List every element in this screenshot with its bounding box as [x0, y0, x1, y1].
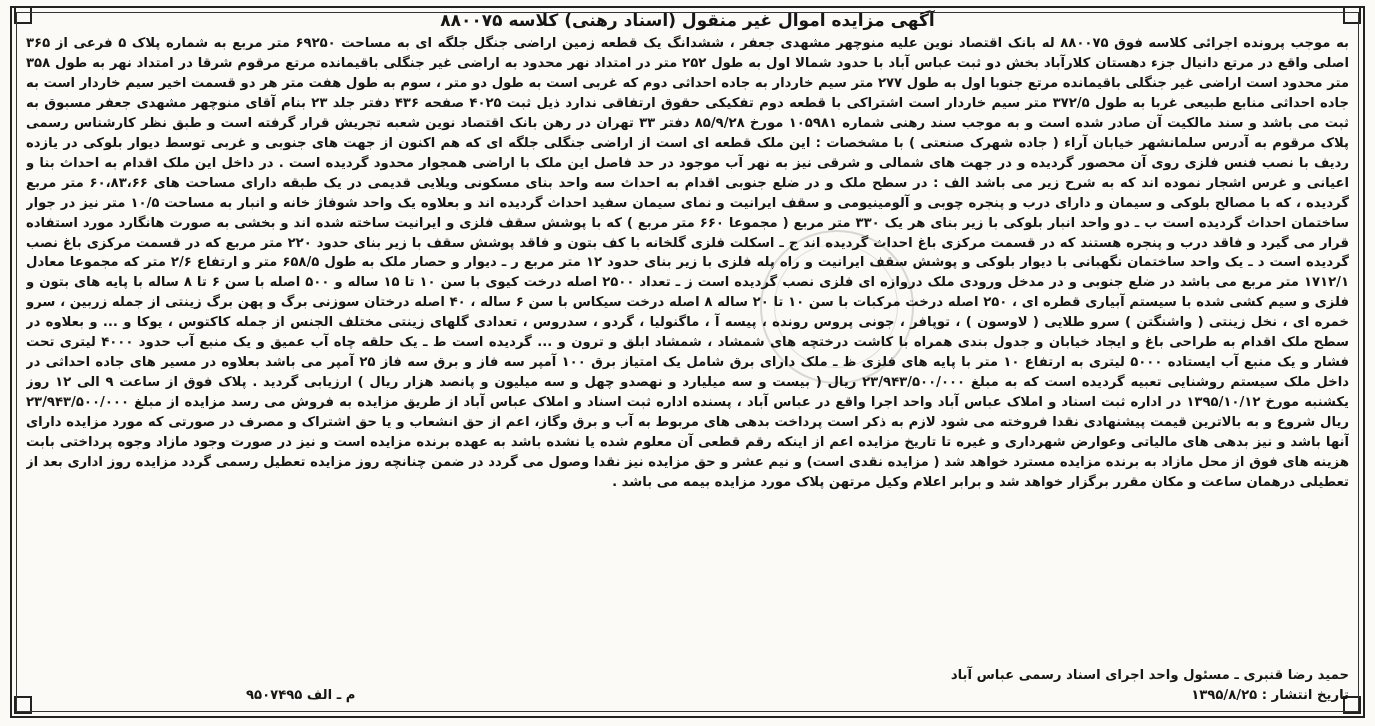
- reference-code: م ـ الف ۹۵۰۷۴۹۵: [246, 688, 356, 703]
- signature-line: [26, 666, 1349, 686]
- publish-date: تاریخ انتشار : ۱۳۹۵/۸/۲۵: [1191, 688, 1349, 703]
- notice-title: آگهی مزایده اموال غیر منقول (اسناد رهنی) کلاسه ۸۸۰۰۷۵: [440, 11, 935, 31]
- publication-line: [26, 686, 1349, 706]
- notice-body: [26, 34, 1349, 674]
- notice-body-text: به موجب پرونده اجرائی کلاسه فوق ۸۸۰۰۷۵ له بانک اقتصاد نوین علیه منوچهر مشهدی جعفر ، ششدانگ یک قطعه زمین اراضی جنگل جلگه ای به مساحت ۶۹۲۵۰ متر مربع به شماره پلاک ۵ فرعی از ۳۶۵ اصلی واقع در مرتع دانیال جزء دهستان کلارآباد بخش دو ثبت عباس آباد با حدود شمالا اول به طول ۲۵۲ متر در امتداد نهر محدود به اراضی غیر جنگلی باقیمانده مرتع مرقوم شرقا در امتداد نهر به طول ۳۵۸ متر محدود است اراضی غیر جنگلی باقیمانده مرتع جنوبا اول به طول ۲۷۷ متر سیم خاردار به جاده احداثی دوم که غربی است به طول دو متر ، سوم به طول هفت متر هر دو قسمت اخیر سیم خاردار است به جاده احداثی منابع طبیعی غربا به طول ۳۷۲/۵ متر سیم خاردار است اشتراکی با قطعه دوم تفکیکی حقوق ارتفاقی ندارد ذیل ثبت ۴۰۲۵ صفحه ۴۳۶ دفتر جلد ۲۳ بنام آقای منوچهر مشهدی جعفر مسبوق به ثبت می باشد و سند مالکیت آن صادر شده است و به موجب سند رهنی شماره ۱۰۵۹۸۱ مورخ ۸۵/۹/۲۸ دفتر ۳۳ تهران در رهن بانک اقتصاد نوین شعبه تجریش قرار گرفته است و طبق نظر کارشناس رسمی پلاک مرقوم به آدرس سلمانشهر خیابان آراء ( جاده شهرک صنعتی ) با مشخصات : این ملک قطعه ای است از اراضی جنگلی جلگه ای که هم اکنون از جهت های جنوبی و غربی توسط دیوار بلوکی در یازده ردیف با نصب فنس فلزی روی آن محصور گردیده و در جهت های شمالی و شرقی نیز به نهر آب موجود در حد فاصل این ملک با اراضی همجوار محدود گردیده است . در داخل این ملک اقدام به احداث بنا و اعیانی و غرس اشجار نموده اند که به شرح زیر می باشد الف : در سطح ملک و در ضلع جنوبی اقدام به احداث سه واحد بنای مسکونی ویلایی قدیمی در یک طبقه دارای مساحت های ۶۰،۸۳،۶۶ متر مربع گردیده ، که با مصالح بلوکی و سیمان و دارای درب و پنجره چوبی و آلومینیومی و سقف ایرانیت و نمای سیمان سفید احداث گردیده اند و بعلاوه یک واحد شوفاژ خانه و انبار به مساحت ۱۰/۵ متر نیز در جوار ساختمان احداث گردیده است ب ـ دو واحد انبار بلوکی با زیر بنای هر یک ۳۳۰ متر مربع ( مجموعا ۶۶۰ متر مربع ) که با پوشش سقف فلزی و ایرانیت ساخته شده اند و بخشی به صورت هانگارد مورد استفاده قرار می گیرد و فاقد درب و پنجره هستند که در قسمت مرکزی باغ احداث گردیده اند ج ـ اسکلت فلزی گلخانه با کف بتون و فاقد پوشش سقف با زیر بنای حدود ۲۲۰ متر مربع که در قسمت مرکزی باغ نصب گردیده است د ـ یک واحد ساختمان نگهبانی با دیوار بلوکی و پوشش سقف ایرانیت و راه پله فلزی با زیر بنای حدود ۱۲ متر مربع ر ـ دیوار و حصار ملک به طول ۶۵۸/۵ متر و ارتفاع ۲/۶ متر که مجموعا معادل ۱۷۱۲/۱ متر مربع می باشد در ضلع جنوبی و در مدخل ورودی ملک دروازه ای فلزی نصب گردیده است ز ـ تعداد ۲۵۰۰ اصله درخت کیوی با سن ۱۰ تا ۱۵ ساله و ۵۰۰ اصله با سن ۶ تا ۸ ساله با پایه های بتون و فلزی و سیم کشی شده با سیستم آبیاری قطره ای ، ۲۵۰ اصله درخت مرکبات با سن ۱۰ تا ۲۰ ساله ۸ اصله درخت سیکاس با سن ۶ ساله ، ۴۰ اصله درختان سوزنی برگ و پهن برگ زینتی از جمله زربین ، سرو خمره ای ، نخل زینتی ( واشنگتن ) سرو طلایی ( لاوسون ) ، توپافر ، جونی پروس رونده ، پیسه آ ، ماگنولیا ، گردو ، سدروس ، تعدادی گلهای زینتی مختلف الجنس از جمله کاکتوس ، یوکا و ... و بعلاوه در سطح ملک اقدام به طراحی باغ و ایجاد خیابان و جدول بندی همراه با کاشت درختچه های شمشاد ، شمشاد ابلق و ترون و ... گردیده است ط ـ یک حلقه چاه آب عمیق و یک منبع آب حدود ۴۰۰۰ لیتری تحت فشار و یک منبع آب ایستاده ۵۰۰۰ لیتری به ارتفاع ۱۰ متر با پایه های فلزی ظ ـ ملک دارای برق شامل یک امتیاز برق ۱۰۰ آمپر سه فاز و برق سه فاز ۲۵ آمپر می باشد بعلاوه در مسیر های جاده احداثی در داخل ملک سیستم روشنایی تعبیه گردیده است که به مبلغ ۲۳/۹۴۳/۵۰۰/۰۰۰ ریال ( بیست و سه میلیارد و نهصدو چهل و سه میلیون و پانصد هزار ریال ) ارزیابی گردید . پلاک فوق از ساعت ۹ الی ۱۲ روز یکشنبه مورخ ۱۳۹۵/۱۰/۱۲ در اداره ثبت اسناد و املاک عباس آباد واحد اجرا واقع در عباس آباد ، پسنده اداره ثبت اسناد و املاک عباس آباد از طریق مزایده به فروش می رسد مزایده از مبلغ ۲۳/۹۴۳/۵۰۰/۰۰۰ ریال شروع و به بالاترین قیمت پیشنهادی نقدا فروخته می شود لازم به ذکر است پرداخت بدهی های مربوط به آب و برق وگاز، اعم از حق انشعاب و یا حق اشتراک و مصرف در صورتی که مورد مزایده دارای آنها باشد و نیز بدهی های مالیاتی وعوارض شهرداری و غیره تا تاریخ مزایده اعم از اینکه رقم قطعی آن معلوم شده یا نشده باشد به عهده برنده مزایده است و نیز در صورت وجود مازاد وجوه پرداختی بابت هزینه های فوق از محل مازاد به برنده مزایده مسترد خواهد شد ( مزایده نقدی است) و نیم عشر و حق مزایده نیز نقدا وصول می گردد در ضمن چنانچه روز مزایده تعطیل رسمی گردد مزایده روز اداری بعد از تعطیلی درهمان ساعت و مکان مقرر برگزار خواهد شد و برابر اعلام وکیل مرتهن پلاک مورد مزایده بیمه می باشد .: [26, 36, 1349, 490]
- signature-text: حمید رضا قنبری ـ مسئول واحد اجرای اسناد رسمی عباس آباد: [950, 668, 1349, 683]
